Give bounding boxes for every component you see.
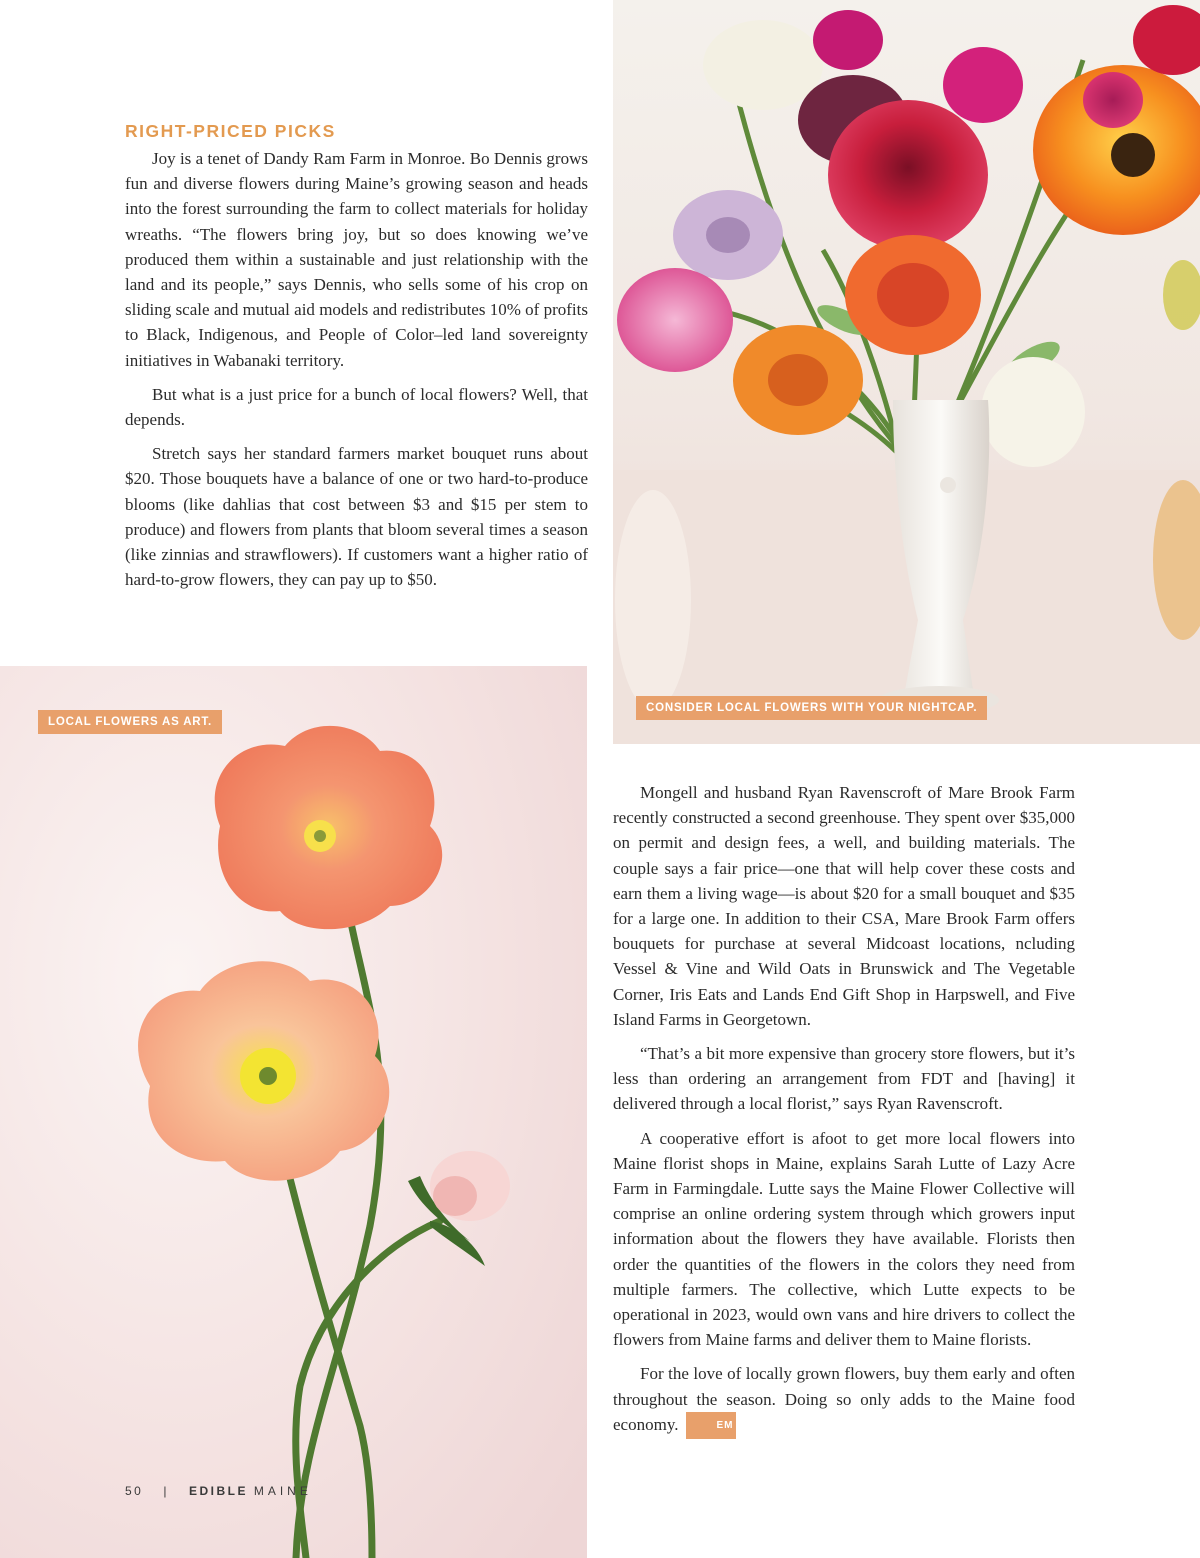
poppies-image: [0, 666, 587, 1558]
poppies-photo: [0, 666, 587, 1558]
end-mark-logo: EM: [686, 1412, 736, 1439]
magazine-name-part1: EDIBLE: [188, 1484, 248, 1498]
article-paragraph: But what is a just price for a bunch of local flowers? Well, that depends.: [125, 384, 588, 430]
final-paragraph-text: For the love of locally grown flowers, buy them early and often throughout the season. Doing so only adds to the Maine food economy.: [613, 1364, 1075, 1434]
page-number: 50: [125, 1484, 144, 1498]
caption-flowers-as-art: LOCAL FLOWERS AS ART.: [38, 710, 222, 734]
article-paragraph-final: [613, 1361, 1075, 1439]
article-paragraph: Stretch says her standard farmers market bouquet runs about $20. Those bouquets have a balance of one or two hard-to-produce blooms (like dahlias that cost between $3 and $15 per stem to produce) and flowers from plants that bloom several times a season (like zinnias and strawflowers). If customers want a higher ratio of hard-to-grow flowers, they can pay up to $50.: [125, 444, 588, 590]
folio-separator: |: [163, 1484, 169, 1498]
section-heading: RIGHT-PRICED PICKS: [125, 121, 336, 141]
right-article-column: [613, 780, 1075, 1448]
bouquet-photo: [613, 0, 1200, 744]
magazine-name-part2: MAINE: [253, 1484, 312, 1498]
article-paragraph: “That’s a bit more expensive than grocery store flowers, but it’s less than ordering an arrangement from FDT and [having] it delivered through a local florist,” says Ryan Ravenscroft.: [613, 1044, 1075, 1114]
ranunculus-vase-image: [613, 0, 1200, 744]
caption-nightcap: CONSIDER LOCAL FLOWERS WITH YOUR NIGHTCAP.: [636, 696, 987, 720]
page-folio: [125, 1484, 312, 1498]
article-paragraph: Joy is a tenet of Dandy Ram Farm in Monroe. Bo Dennis grows fun and diverse flowers during Maine’s growing season and heads into the forest surrounding the farm to collect materials for holiday wreaths. “The flowers bring joy, but so does knowing we’ve produced them within a sustainable and just relationship with the land and its people,” says Dennis, who sells some of his crop on sliding scale and mutual aid models and redistributes 10% of profits to Black, Indigenous, and People of Color–led land sovereignty initiatives in Wabanaki territory.: [125, 149, 588, 370]
left-article-column: [125, 120, 588, 601]
article-paragraph: A cooperative effort is afoot to get more local flowers into Maine florist shops in Maine, explains Sarah Lutte of Lazy Acre Farm in Farmingdale. Lutte says the Maine Flower Collective will comprise an online ordering system through which growers input information about the flowers they have available. Florists then order the quantities of the flowers in the colors they need from multiple farmers. The collective, which Lutte expects to be operational in 2023, would own vans and hire drivers to collect the flowers from Maine farms and deliver them to Maine florists.: [613, 1128, 1075, 1350]
article-paragraph: Mongell and husband Ryan Ravenscroft of Mare Brook Farm recently constructed a second greenhouse. They spent over $35,000 on permit and design fees, a well, and building materials. The couple says a fair price—one that will help cover these costs and earn them a living wage—is about $20 for a small bouquet and $35 for a large one. In addition to their CSA, Mare Brook Farm offers bouquets for purchase at several Midcoast locations, ncluding Vessel & Vine and Wild Oats in Brunswick and The Vegetable Corner, Iris Eats and Lands End Gift Shop in Harpswell, and Five Island Farms in Georgetown.: [613, 783, 1075, 1029]
